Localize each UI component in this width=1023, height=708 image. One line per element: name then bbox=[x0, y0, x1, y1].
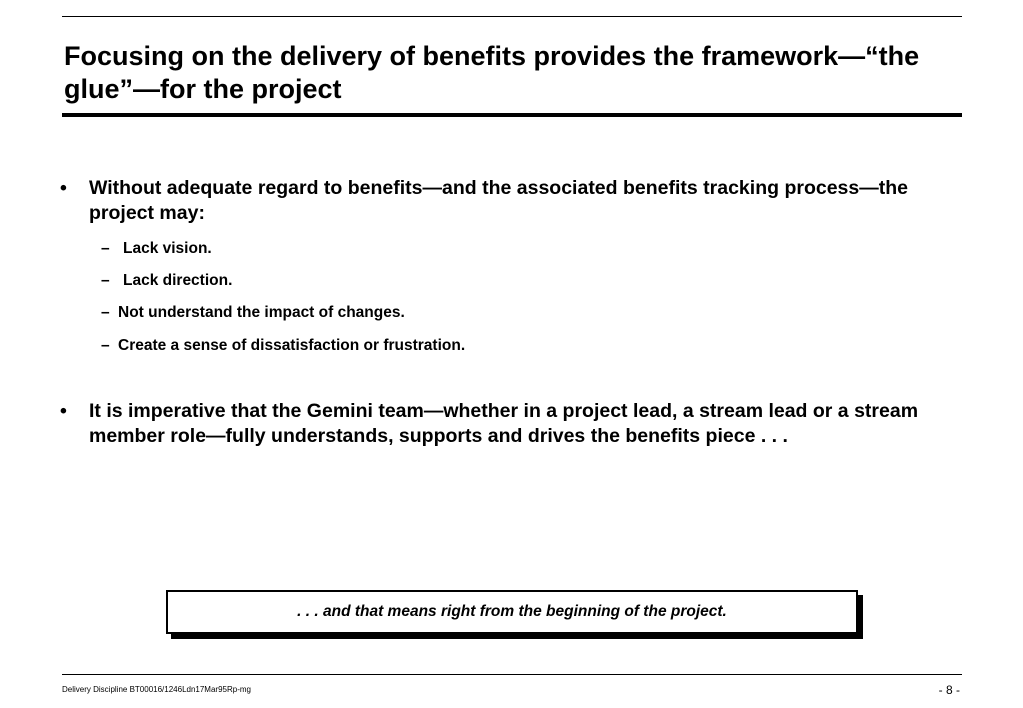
callout-box bbox=[166, 590, 858, 634]
sub-item-text: Lack direction. bbox=[123, 272, 233, 289]
dash-icon: – bbox=[101, 240, 110, 257]
dash-icon: – bbox=[101, 272, 110, 289]
sub-item-text: Not understand the impact of changes. bbox=[118, 304, 405, 321]
bullet-text: It is imperative that the Gemini team—whether in a project lead, a stream lead or a stream member role—fully understands, supports and drives the benefits piece . . . bbox=[89, 400, 919, 447]
top-divider bbox=[62, 16, 962, 17]
bullet-icon: • bbox=[60, 177, 67, 199]
callout-text: . . . and that means right from the beginning of the project. bbox=[297, 603, 727, 620]
dash-icon: – bbox=[101, 304, 110, 321]
title-underline bbox=[62, 113, 962, 117]
slide-title: Focusing on the delivery of benefits provides the framework—“the glue”—for the project bbox=[64, 41, 920, 104]
dash-icon: – bbox=[101, 337, 110, 354]
footer-divider bbox=[62, 674, 962, 675]
bullet-icon: • bbox=[60, 400, 67, 422]
footer-document-id: Delivery Discipline BT00016/1246Ldn17Mar95Rp-mg bbox=[62, 685, 251, 694]
sub-item-text: Create a sense of dissatisfaction or frustration. bbox=[118, 337, 466, 354]
sub-item-text: Lack vision. bbox=[123, 240, 212, 257]
page-number: - 8 - bbox=[938, 683, 960, 697]
bullet-text: Without adequate regard to benefits—and the associated benefits tracking process—the project may: bbox=[89, 177, 908, 224]
